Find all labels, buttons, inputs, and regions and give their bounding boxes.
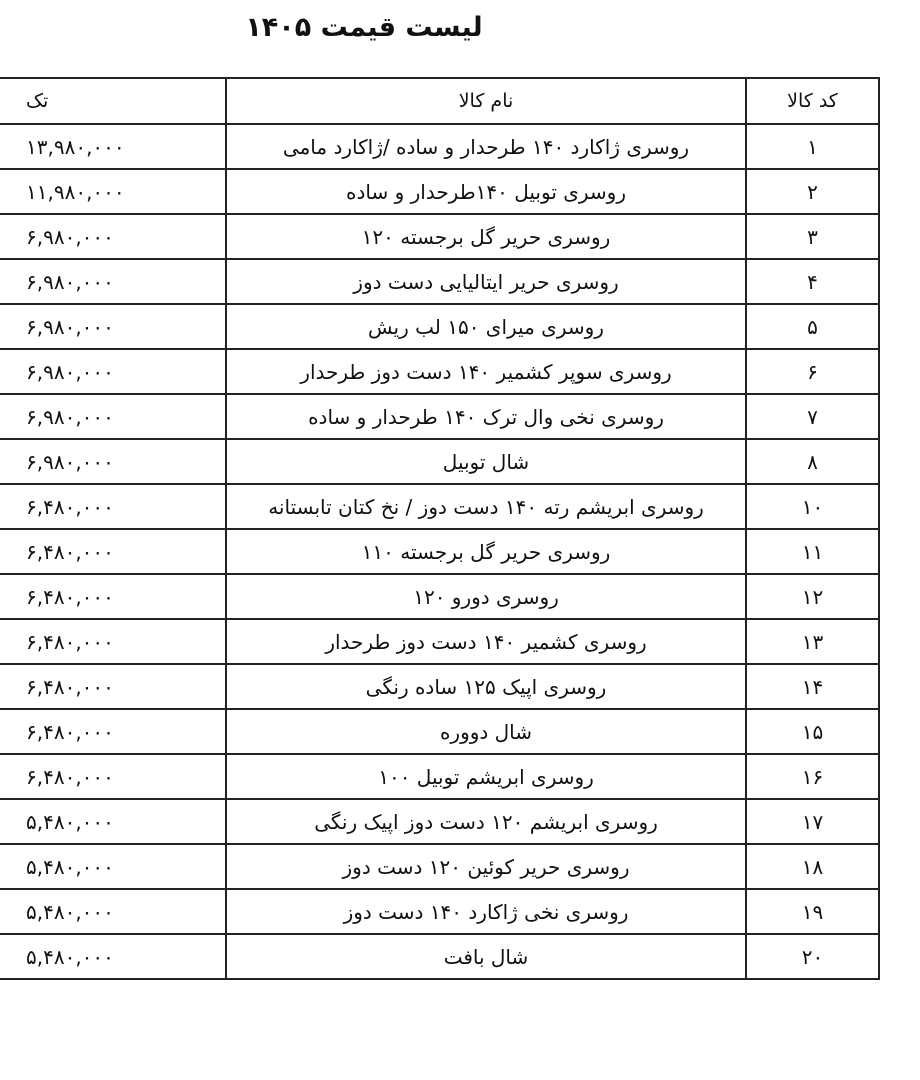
item-name: روسری ژاکارد ۱۴۰ طرحدار و ساده /ژاکارد مامی	[226, 124, 746, 169]
table-row	[0, 754, 879, 799]
item-code: ۱۸	[746, 844, 879, 889]
table-row	[0, 124, 879, 169]
item-name: شال توبیل	[226, 439, 746, 484]
item-code: ۱۲	[746, 574, 879, 619]
table-row	[0, 799, 879, 844]
table-row	[0, 439, 879, 484]
table-row	[0, 169, 879, 214]
item-name: روسری حریر گل برجسته ۱۱۰	[226, 529, 746, 574]
table-row	[0, 709, 879, 754]
item-price: ۶,۹۸۰,۰۰۰	[0, 349, 226, 394]
item-code: ۵	[746, 304, 879, 349]
table-row	[0, 529, 879, 574]
item-code: ۶	[746, 349, 879, 394]
item-code: ۲	[746, 169, 879, 214]
table-header-row	[0, 78, 879, 124]
item-code: ۷	[746, 394, 879, 439]
item-price: ۵,۴۸۰,۰۰۰	[0, 799, 226, 844]
table-row	[0, 394, 879, 439]
item-price: ۶,۴۸۰,۰۰۰	[0, 754, 226, 799]
item-code: ۱۱	[746, 529, 879, 574]
item-name: روسری دورو ۱۲۰	[226, 574, 746, 619]
item-name: روسری ابریشم رته ۱۴۰ دست دوز / نخ کتان تابستانه	[226, 484, 746, 529]
price-list-table	[0, 77, 880, 980]
item-price: ۶,۹۸۰,۰۰۰	[0, 304, 226, 349]
header-item-code: کد کالا	[746, 78, 879, 124]
header-item-name: نام کالا	[226, 78, 746, 124]
item-code: ۱۰	[746, 484, 879, 529]
table-row	[0, 259, 879, 304]
item-code: ۳	[746, 214, 879, 259]
item-price: ۶,۴۸۰,۰۰۰	[0, 484, 226, 529]
item-name: روسری ابریشم ۱۲۰ دست دوز اپیک رنگی	[226, 799, 746, 844]
item-price: ۶,۴۸۰,۰۰۰	[0, 529, 226, 574]
item-name: روسری اپیک ۱۲۵ ساده رنگی	[226, 664, 746, 709]
item-name: روسری حریر کوئین ۱۲۰ دست دوز	[226, 844, 746, 889]
item-name: روسری ابریشم توبیل ۱۰۰	[226, 754, 746, 799]
item-code: ۴	[746, 259, 879, 304]
item-code: ۱۳	[746, 619, 879, 664]
item-code: ۱۹	[746, 889, 879, 934]
item-name: روسری حریر ایتالیایی دست دوز	[226, 259, 746, 304]
item-price: ۶,۴۸۰,۰۰۰	[0, 619, 226, 664]
item-name: روسری سوپر کشمیر ۱۴۰ دست دوز طرحدار	[226, 349, 746, 394]
item-name: روسری نخی ژاکارد ۱۴۰ دست دوز	[226, 889, 746, 934]
item-price: ۶,۹۸۰,۰۰۰	[0, 439, 226, 484]
table-row	[0, 664, 879, 709]
item-name: روسری حریر گل برجسته ۱۲۰	[226, 214, 746, 259]
item-code: ۱۶	[746, 754, 879, 799]
item-name: شال دووره	[226, 709, 746, 754]
item-name: روسری توبیل ۱۴۰طرحدار و ساده	[226, 169, 746, 214]
table-row	[0, 619, 879, 664]
table-row	[0, 934, 879, 979]
table-row	[0, 304, 879, 349]
item-price: ۵,۴۸۰,۰۰۰	[0, 844, 226, 889]
item-code: ۱	[746, 124, 879, 169]
item-code: ۲۰	[746, 934, 879, 979]
item-price: ۶,۴۸۰,۰۰۰	[0, 664, 226, 709]
page-title: لیست قیمت ۱۴۰۵	[245, 12, 483, 43]
item-price: ۶,۹۸۰,۰۰۰	[0, 214, 226, 259]
item-name: روسری میرای ۱۵۰ لب ریش	[226, 304, 746, 349]
table-row	[0, 349, 879, 394]
item-price: ۶,۹۸۰,۰۰۰	[0, 259, 226, 304]
item-price: ۵,۴۸۰,۰۰۰	[0, 934, 226, 979]
item-code: ۱۷	[746, 799, 879, 844]
item-code: ۱۵	[746, 709, 879, 754]
item-price: ۶,۴۸۰,۰۰۰	[0, 574, 226, 619]
table-row	[0, 574, 879, 619]
item-price: ۱۱,۹۸۰,۰۰۰	[0, 169, 226, 214]
item-name: روسری نخی وال ترک ۱۴۰ طرحدار و ساده	[226, 394, 746, 439]
item-price: ۶,۹۸۰,۰۰۰	[0, 394, 226, 439]
item-price: ۶,۴۸۰,۰۰۰	[0, 709, 226, 754]
table-row	[0, 844, 879, 889]
item-code: ۸	[746, 439, 879, 484]
table-row	[0, 214, 879, 259]
table-row	[0, 889, 879, 934]
item-name: شال بافت	[226, 934, 746, 979]
item-price: ۵,۴۸۰,۰۰۰	[0, 889, 226, 934]
header-unit-price: تک	[0, 78, 226, 124]
item-price: ۱۳,۹۸۰,۰۰۰	[0, 124, 226, 169]
item-code: ۱۴	[746, 664, 879, 709]
item-name: روسری کشمیر ۱۴۰ دست دوز طرحدار	[226, 619, 746, 664]
table-row	[0, 484, 879, 529]
